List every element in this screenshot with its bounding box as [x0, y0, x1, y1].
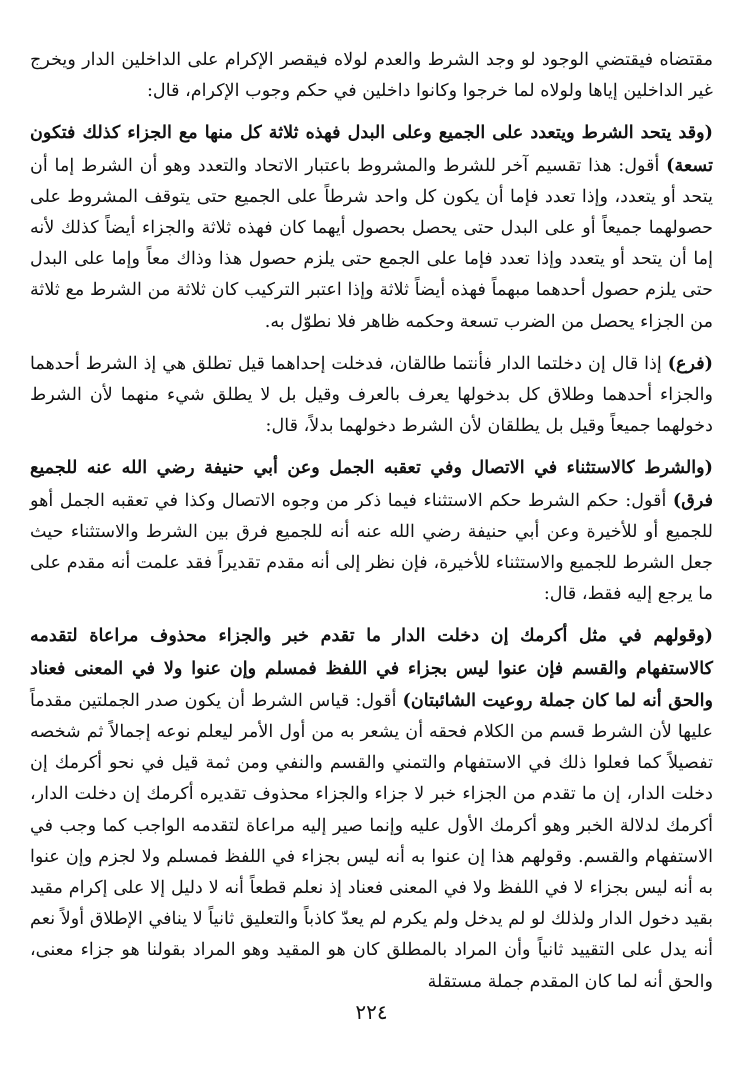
paragraph-2: [30, 117, 713, 337]
paragraph-1: [30, 44, 713, 107]
paragraph-body: إذا قال إن دخلتما الدار فأنتما طالقان، فدخلت إحداهما قيل تطلق هي إذ الشرط أحدهما والجزاء أحدهما وطلاق كل بدخولها يعرف بالعرف وقيل بل لا يطلق شيء منهما لأن الشرط دخولهما جميعاً وقيل بل يطلقان لأن الشرط دخولهما بدلاً، قال:: [30, 353, 713, 437]
bold-lead: (وقولهم في مثل أكرمك إن دخلت الدار ما تقدم خبر والجزاء محذوف مراعاة لتقدمه كالاستفهام والقسم فإن عنوا ليس بجزاء في اللفظ فمسلم وإن عنوا ولا في المعنى فعناد والحق أنه لما كان جملة روعيت الشائبتان): [30, 625, 713, 711]
paragraph-5: [30, 620, 713, 997]
bold-lead: (والشرط كالاستثناء في الاتصال وفي تعقبه الجمل وعن أبي حنيفة رضي الله عنه للجميع فرق): [30, 457, 713, 511]
paragraph-body: أقول: هذا تقسيم آخر للشرط والمشروط باعتبار الاتحاد والتعدد وهو أن الشرط إما أن يتحد أو يتعدد، وإذا تعدد فإما أن يكون كل واحد شرطاً على الجميع حتى يتوقف المشروط على حصولهما جميعاً أو على البدل حتى يحصل بحصول أيهما كان فهذه ثلاثة والجزاء أيضاً كذلك لأنه إما أن يتحد أو يتعدد وإذا تعدد فإما على الجمع حتى يلزم حصول هذا وذاك معاً وإما على البدل حتى يلزم حصول أحدهما مبهماً فهذه أيضاً ثلاثة وإذا اعتبر التركيب كان ثلاثة من الشرط مع ثلاثة من الجزاء يحصل من الضرب تسعة وحكمه ظاهر فلا نطوّل به.: [30, 155, 713, 332]
bold-lead: (فرع): [667, 352, 713, 374]
paragraph-body: مقتضاه فيقتضي الوجود لو وجد الشرط والعدم لولاه فيقصر الإكرام على الداخلين الدار ويخرج غير الداخلين إياها ولولاه لما خرجوا وكانوا داخلين في حكم وجوب الإكرام، قال:: [30, 50, 713, 102]
paragraph-body: أقول: قياس الشرط أن يكون صدر الجملتين مقدماً عليها لأن الشرط قسم من الكلام فحقه أن يشعر به من أول الأمر ليعلم نوعه إجمالاً ثم شخصه تفصيلاً كما فعلوا ذلك في الاستفهام والتمني والقسم والنفي ومن ثمة قيل في نحو أكرمك إن دخلت الدار، إن ما تقدم من الجزاء خبر لا جزاء والجزاء محذوف تقديره أكرمك إن دخلت الدار، أكرمك لدلالة الخبر وهو أكرمك الأول عليه وإنما صير إليه مراعاة لتقدمه الواجب كما وجب في الاستفهام والقسم. وقولهم هذا إن عنوا به أنه ليس بجزاء في اللفظ فمسلم ولا لجزم وإن عنوا به أنه ليس بجزاء لا في اللفظ ولا في المعنى فعناد إذ نعلم قطعاً أنه لا دليل إلا على إكرام مقيد بقيد دخول الدار ولذلك لو لم يدخل ولم يكرم لم يعدّ كاذباً والتعليق ثانياً لا ينافي الإطلاق أولاً نعم أنه يدل على التقييد ثانياً وأن المراد بالمطلق كان هو المقيد وهو المراد بقولنا هو جزاء معنى، والحق أنه لما كان المقدم جملة مستقلة: [30, 690, 713, 992]
paragraph-3: [30, 348, 713, 443]
paragraph-body: أقول: حكم الشرط حكم الاستثناء فيما ذكر من وجوه الاتصال وكذا في تعقبه الجمل أهو للجميع أو للأخيرة وعن أبي حنيفة رضي الله عنه أنه للجميع فرق بين الشرط والاستثناء حيث جعل الشرط للجميع والاستثناء للأخيرة، فإن نظر إلى أنه مقدم تقديراً فقد علمت أنه مقدم على ما يرجع إليه فقط، قال:: [30, 490, 713, 605]
paragraph-4: [30, 452, 713, 610]
bold-lead: (وقد يتحد الشرط ويتعدد على الجميع وعلى البدل فهذه ثلاثة كل منها مع الجزاء كذلك فتكون تسعة): [30, 122, 713, 176]
body-text: [30, 44, 713, 998]
page-number: ٢٢٤: [355, 1000, 388, 1024]
